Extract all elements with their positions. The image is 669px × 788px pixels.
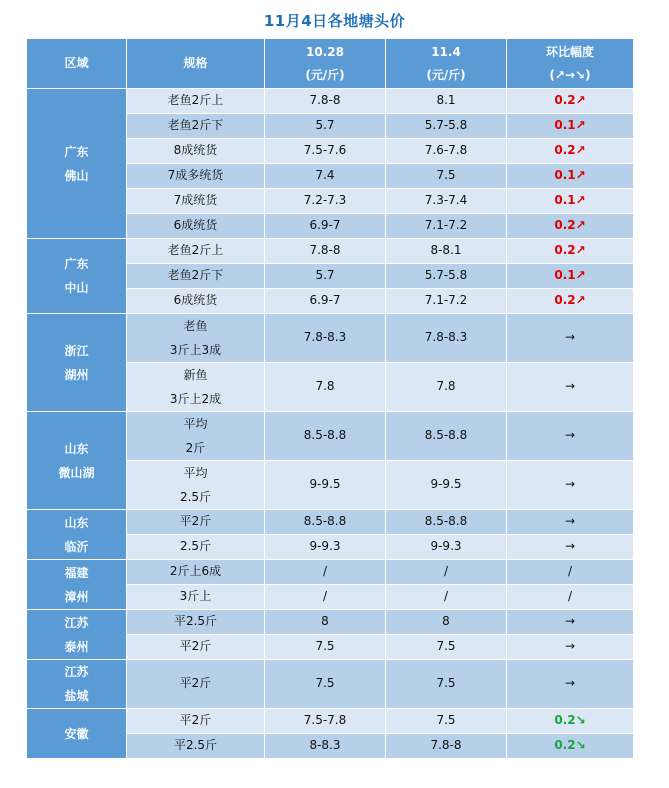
price-1028-cell: 5.7	[265, 114, 386, 139]
price-table	[26, 38, 634, 759]
change-down: 0.2↘	[554, 738, 586, 753]
change-cell	[507, 214, 634, 239]
region-label: 山东	[64, 441, 89, 456]
page-title: 11月4日各地塘头价	[263, 12, 406, 30]
change-up: 0.2↗	[554, 143, 586, 158]
change-cell	[507, 734, 634, 759]
table-row	[27, 239, 634, 264]
spec-label: 2斤上6成	[169, 564, 222, 579]
change-cell	[507, 139, 634, 164]
change-cell	[507, 412, 634, 461]
change-cell	[507, 363, 634, 412]
spec-label: 3斤上	[179, 589, 212, 604]
change-cell	[507, 709, 634, 734]
spec-label: 老鱼2斤下	[167, 118, 224, 133]
spec-cell	[127, 510, 265, 535]
region-cell	[27, 412, 127, 510]
table-row	[27, 510, 634, 535]
price-1104-cell: 8.5-8.8	[386, 510, 507, 535]
spec-cell	[127, 214, 265, 239]
region-label: 微山湖	[58, 465, 95, 480]
region-label: 江苏	[64, 665, 89, 679]
change-cell	[507, 314, 634, 363]
spec-cell	[127, 363, 265, 412]
change-flat: →	[564, 379, 576, 394]
spec-cell	[127, 461, 265, 510]
price-1028-cell: 7.4	[265, 164, 386, 189]
spec-label: 新鱼	[183, 368, 208, 382]
spec-cell	[127, 164, 265, 189]
table-row	[27, 560, 634, 585]
price-1104-cell: 8.1	[386, 89, 507, 114]
spec-cell	[127, 289, 265, 314]
change-cell	[507, 610, 634, 635]
spec-cell	[127, 89, 265, 114]
spec-label: 平2斤	[179, 514, 212, 529]
change-down: 0.2↘	[554, 713, 586, 728]
spec-label: 老鱼2斤上	[167, 243, 224, 258]
region-label: 福建	[64, 565, 89, 580]
spec-cell	[127, 114, 265, 139]
header-change	[507, 39, 634, 89]
region-cell	[27, 510, 127, 560]
change-up: 0.2↗	[554, 243, 586, 258]
price-1104-cell: 9-9.3	[386, 535, 507, 560]
price-1028-cell: 8	[265, 610, 386, 635]
region-cell	[27, 610, 127, 660]
region-label: 江苏	[64, 615, 89, 630]
region-cell	[27, 89, 127, 239]
change-up: 0.2↗	[554, 218, 586, 233]
spec-cell	[127, 610, 265, 635]
price-1104-cell: 8	[386, 610, 507, 635]
change-flat: →	[564, 614, 576, 629]
region-cell	[27, 314, 127, 412]
spec-cell	[127, 264, 265, 289]
price-1028-cell: 7.8-8.3	[265, 314, 386, 363]
header-change-label: 环比幅度	[545, 44, 594, 59]
price-1028-cell: 7.8-8	[265, 239, 386, 264]
spec-label: 6成统货	[173, 218, 218, 233]
price-1104-cell: 7.5	[386, 635, 507, 660]
region-cell	[27, 239, 127, 314]
header-date1-label: 10.28	[306, 44, 344, 59]
spec-cell	[127, 585, 265, 610]
spec-cell	[127, 560, 265, 585]
price-1028-cell: 7.5	[265, 660, 386, 709]
spec-label: 平2斤	[179, 639, 212, 654]
region-label: 中山	[64, 281, 89, 295]
price-1104-cell: 7.8	[386, 363, 507, 412]
price-1104-cell: 7.5	[386, 164, 507, 189]
spec-label: 老鱼2斤上	[167, 93, 224, 108]
price-1104-cell: 7.6-7.8	[386, 139, 507, 164]
price-1104-cell: 5.7-5.8	[386, 114, 507, 139]
spec-cell	[127, 734, 265, 759]
price-1104-cell: 7.1-7.2	[386, 289, 507, 314]
spec-label: 平2.5斤	[173, 614, 218, 629]
change-cell	[507, 114, 634, 139]
change-cell	[507, 635, 634, 660]
spec-label: 平2斤	[179, 676, 212, 691]
change-flat: →	[564, 514, 576, 529]
price-1104-cell: /	[386, 560, 507, 585]
region-label: 漳州	[64, 589, 89, 604]
change-cell	[507, 89, 634, 114]
price-1104-cell: 9-9.5	[386, 461, 507, 510]
change-up: 0.1↗	[554, 193, 586, 208]
region-cell	[27, 560, 127, 610]
region-label: 湖州	[64, 367, 89, 382]
table-row	[27, 412, 634, 461]
change-up: 0.1↗	[554, 168, 586, 183]
price-1028-cell: 7.2-7.3	[265, 189, 386, 214]
price-1028-cell: 7.8-8	[265, 89, 386, 114]
spec-label: 2斤	[185, 441, 206, 455]
table-row	[27, 709, 634, 734]
price-1028-cell: /	[265, 585, 386, 610]
price-1028-cell: 5.7	[265, 264, 386, 289]
region-label: 山东	[64, 515, 89, 530]
table-row	[27, 89, 634, 114]
spec-cell	[127, 709, 265, 734]
region-label: 临沂	[64, 539, 89, 554]
spec-cell	[127, 412, 265, 461]
price-1028-cell: 8-8.3	[265, 734, 386, 759]
spec-cell	[127, 239, 265, 264]
change-flat: →	[564, 330, 576, 345]
region-cell	[27, 709, 127, 759]
change-cell	[507, 264, 634, 289]
price-1028-cell: 9-9.3	[265, 535, 386, 560]
change-cell	[507, 461, 634, 510]
price-1104-cell: 7.3-7.4	[386, 189, 507, 214]
change-up: 0.2↗	[554, 293, 586, 308]
spec-label: 3斤上3成	[169, 343, 222, 357]
change-flat: →	[564, 676, 576, 691]
table-row	[27, 314, 634, 363]
change-cell	[507, 164, 634, 189]
spec-cell	[127, 635, 265, 660]
price-1104-cell: 7.8-8	[386, 734, 507, 759]
price-1104-cell: 7.5	[386, 660, 507, 709]
header-region: 区域	[27, 39, 127, 89]
price-1104-cell: 7.1-7.2	[386, 214, 507, 239]
spec-label: 8成统货	[173, 143, 218, 158]
price-1028-cell: 7.5	[265, 635, 386, 660]
price-1028-cell: 6.9-7	[265, 289, 386, 314]
change-flat: →	[564, 539, 576, 554]
header-spec: 规格	[127, 39, 265, 89]
region-label: 广东	[64, 144, 89, 159]
region-label: 盐城	[64, 689, 89, 703]
price-1028-cell: 7.8	[265, 363, 386, 412]
change-up: 0.1↗	[554, 268, 586, 283]
region-label: 安徽	[64, 726, 89, 741]
change-cell	[507, 289, 634, 314]
price-1104-cell: 8.5-8.8	[386, 412, 507, 461]
price-1104-cell: /	[386, 585, 507, 610]
change-flat: →	[564, 639, 576, 654]
spec-label: 2.5斤	[179, 539, 212, 554]
change-flat: /	[567, 589, 573, 604]
change-up: 0.2↗	[554, 93, 586, 108]
header-row	[27, 39, 634, 89]
header-date1	[265, 39, 386, 89]
spec-label: 老鱼	[183, 319, 208, 333]
spec-label: 7成多统货	[167, 168, 224, 183]
price-1028-cell: 6.9-7	[265, 214, 386, 239]
header-change-sub: (↗→↘)	[549, 67, 591, 82]
change-flat: →	[564, 428, 576, 443]
change-cell	[507, 660, 634, 709]
change-cell	[507, 535, 634, 560]
spec-label: 平均	[183, 466, 208, 480]
change-flat: /	[567, 564, 573, 579]
spec-label: 7成统货	[173, 193, 218, 208]
region-label: 佛山	[64, 168, 89, 183]
header-date1-unit: (元/斤)	[305, 67, 345, 82]
change-cell	[507, 585, 634, 610]
spec-label: 老鱼2斤下	[167, 268, 224, 283]
change-up: 0.1↗	[554, 118, 586, 133]
price-1028-cell: 7.5-7.6	[265, 139, 386, 164]
spec-cell	[127, 314, 265, 363]
price-1028-cell: /	[265, 560, 386, 585]
price-1104-cell: 5.7-5.8	[386, 264, 507, 289]
spec-cell	[127, 535, 265, 560]
region-label: 泰州	[64, 639, 89, 654]
region-cell	[27, 660, 127, 709]
price-1028-cell: 7.5-7.8	[265, 709, 386, 734]
change-cell	[507, 239, 634, 264]
spec-cell	[127, 139, 265, 164]
price-1028-cell: 9-9.5	[265, 461, 386, 510]
table-row	[27, 610, 634, 635]
region-label: 广东	[64, 257, 89, 271]
price-1028-cell: 8.5-8.8	[265, 510, 386, 535]
spec-label: 6成统货	[173, 293, 218, 308]
change-flat: →	[564, 477, 576, 492]
price-1104-cell: 8-8.1	[386, 239, 507, 264]
price-1028-cell: 8.5-8.8	[265, 412, 386, 461]
header-date2-unit: (元/斤)	[426, 67, 466, 82]
spec-label: 平均	[183, 417, 208, 431]
spec-cell	[127, 660, 265, 709]
spec-label: 平2.5斤	[173, 738, 218, 753]
region-label: 浙江	[64, 343, 89, 358]
change-cell	[507, 189, 634, 214]
header-date2	[386, 39, 507, 89]
spec-cell	[127, 189, 265, 214]
change-cell	[507, 560, 634, 585]
header-date2-label: 11.4	[431, 44, 461, 59]
price-1104-cell: 7.8-8.3	[386, 314, 507, 363]
spec-label: 平2斤	[179, 713, 212, 728]
price-1104-cell: 7.5	[386, 709, 507, 734]
table-row	[27, 660, 634, 709]
spec-label: 3斤上2成	[169, 392, 222, 406]
spec-label: 2.5斤	[179, 490, 212, 504]
change-cell	[507, 510, 634, 535]
